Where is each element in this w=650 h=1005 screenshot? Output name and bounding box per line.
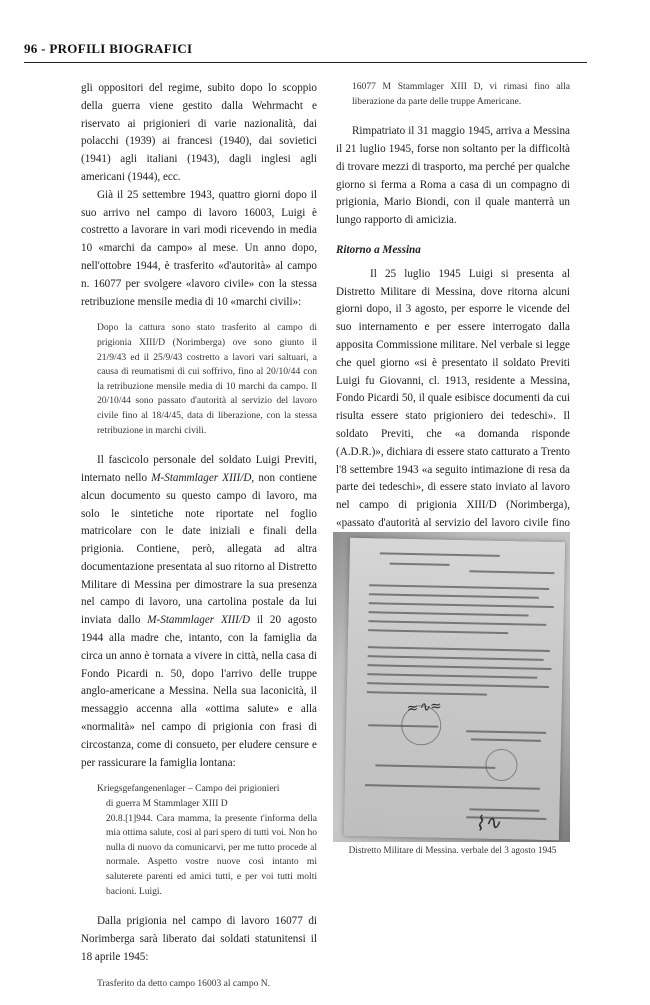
camp-name: M-Stammlager XIII/D — [151, 471, 252, 484]
paragraph: Rimpatriato il 31 maggio 1945, arriva a Messina il 21 luglio 1945, forse non soltanto per la difficoltà di trovare mezzi di trasporto, ma perché per qualche giorno si ferma a Roma a casa di un compagno di prigionia, Mario Biondi, con il quale manterrà un lungo rapporto di amicizia. — [336, 125, 570, 227]
document-photo — [333, 532, 570, 842]
block-quote-continuation: 16077 M Stammlager XIII D, vi rimasi fino alla liberazione da parte delle truppe Americane. — [352, 81, 570, 107]
camp-name: M-Stammlager XIII/D — [147, 614, 251, 627]
block-quote: Trasferito da detto campo 16003 al campo N. — [97, 977, 271, 989]
header-separator: - — [41, 41, 46, 56]
postcard-quote — [81, 782, 317, 899]
paragraph: Il 25 luglio 1945 Luigi si presenta al Distretto Militare di Messina, dove ritorna alcuni giorni dopo, il 3 agosto, per esporre le vicende del suo internamento e per essere interrogato dalla apposita Commissione militare. Nel verbale si legge che quel giorno «si è presentato il soldato Previti Luigi fu Giovanni, cl. 1913, residente a Messina, Fondo Picardi 50, il quale esibisce documenti da cui risulta essere stato prigioniero dei tedeschi». Il soldato Previti, che «a domanda risponde (A.D.R.)», dichiara di essere stato catturato a Trento l'8 settembre 1943 «a seguito intimazione di resa da parte dei tedeschi», di essere stato inviato al lavoro nel campo di prigionia XIII/D (Norimberga), «passato d'autorità al servizio del lavoro civile fino — [336, 267, 570, 529]
paragraph: Il fascicolo personale del soldato Luigi Previti, internato nello M-Stammlager XIII/D, non contiene alcun documento su questo campo di lavoro, ma solo le sintetiche note riportate nel foglio matricolare con le date iniziali e finali della prigionia. Contiene, però, allegata ad altra documentazione presentata al suo ritorno al Distretto Militare di Messina per dimostrare la sua presenza nel campo di lavoro, una cartolina postale da lui inviata dallo M-Stammlager XIII/D il 20 agosto 1944 alla madre che, intanto, con la famiglia da circa un anno è tornata a vivere in città, nella casa di Fondo Picardi n. 50, dopo l'arrivo delle truppe anglo-americane a Messina. Nella sua laconicità, il messaggio accenna alla «ottima salute» e alla «normalità» nel campo di prigionia con frasi di circostanza, come di consueto, per eludere censure e per rassicurare la famiglia lontana: — [81, 454, 317, 769]
page-number: 96 — [24, 41, 38, 56]
section-title: Ritorno a Messina — [336, 243, 421, 256]
block-quote: Dopo la cattura sono stato trasferito al campo di prigionia XIII/D (Norimberga) ove sono giunto il 21/9/43 ed il 25/9/43 costretto a lavori vari saltuari, a causa di reumatismi di cui soffrivo, fino al 20/10/44 con la retribuzione mensile media di 10 marchi da campo. Il 20/10/44 sono passato d'autorità al servizio del lavoro civile fino al 18/4/45, data di liberazione, con la stessa retribuzione in marchi civili. — [97, 322, 317, 436]
right-column — [336, 80, 570, 586]
running-header — [24, 41, 192, 57]
running-title: PROFILI BIOGRAFICI — [49, 41, 193, 56]
document-sheet: ≈∿≈ ⌇∿ — [344, 538, 565, 840]
quote-line: di guerra M Stammlager XIII D — [106, 798, 228, 810]
quote-line: Kriegsgefangenenlager – Campo dei prigionieri — [97, 783, 280, 795]
paragraph: gli oppositori del regime, subito dopo lo scoppio della guerra viene gestito dalla Wehrmacht e riservato ai prigionieri di varie nazionalità, dai polacchi (1939) ai francesi (1940), dai sovietici (1941) agli italiani (1943), dagli inglesi agli americani (1944), ecc. — [81, 82, 317, 183]
paragraph: Già il 25 settembre 1943, quattro giorni dopo il suo arrivo nel campo di lavoro 16003, Luigi è costretto a lavorare in vari modi ricevendo in media 10 «marchi da campo» al mese. Un anno dopo, nell'ottobre 1944, è trasferito «d'autorità» al campo n. 16077 per svolgere «lavoro civile» con la stessa retribuzione mensile media di 10 «marchi civili»: — [81, 188, 317, 308]
header-rule — [24, 62, 587, 63]
figure-caption: Distretto Militare di Messina. verbale del 3 agosto 1945 — [348, 846, 557, 856]
paragraph: Dalla prigionia nel campo di lavoro 16077 di Norimberga sarà liberato dai soldati statunitensi il 18 aprile 1945: — [81, 915, 317, 963]
left-column — [81, 80, 317, 1005]
quote-line: 20.8.[1]944. Cara mamma, la presente t'informa della mia ottima salute, così al pari spero di tutti voi. Non ho nulla di nuovo da comunicarvi, per me tutto procede al normale. Aspetto vostre nuove così intanto mi saluterete parenti ed amici tutti, e per voi tutti molti bacioni. Luigi. — [106, 812, 317, 897]
